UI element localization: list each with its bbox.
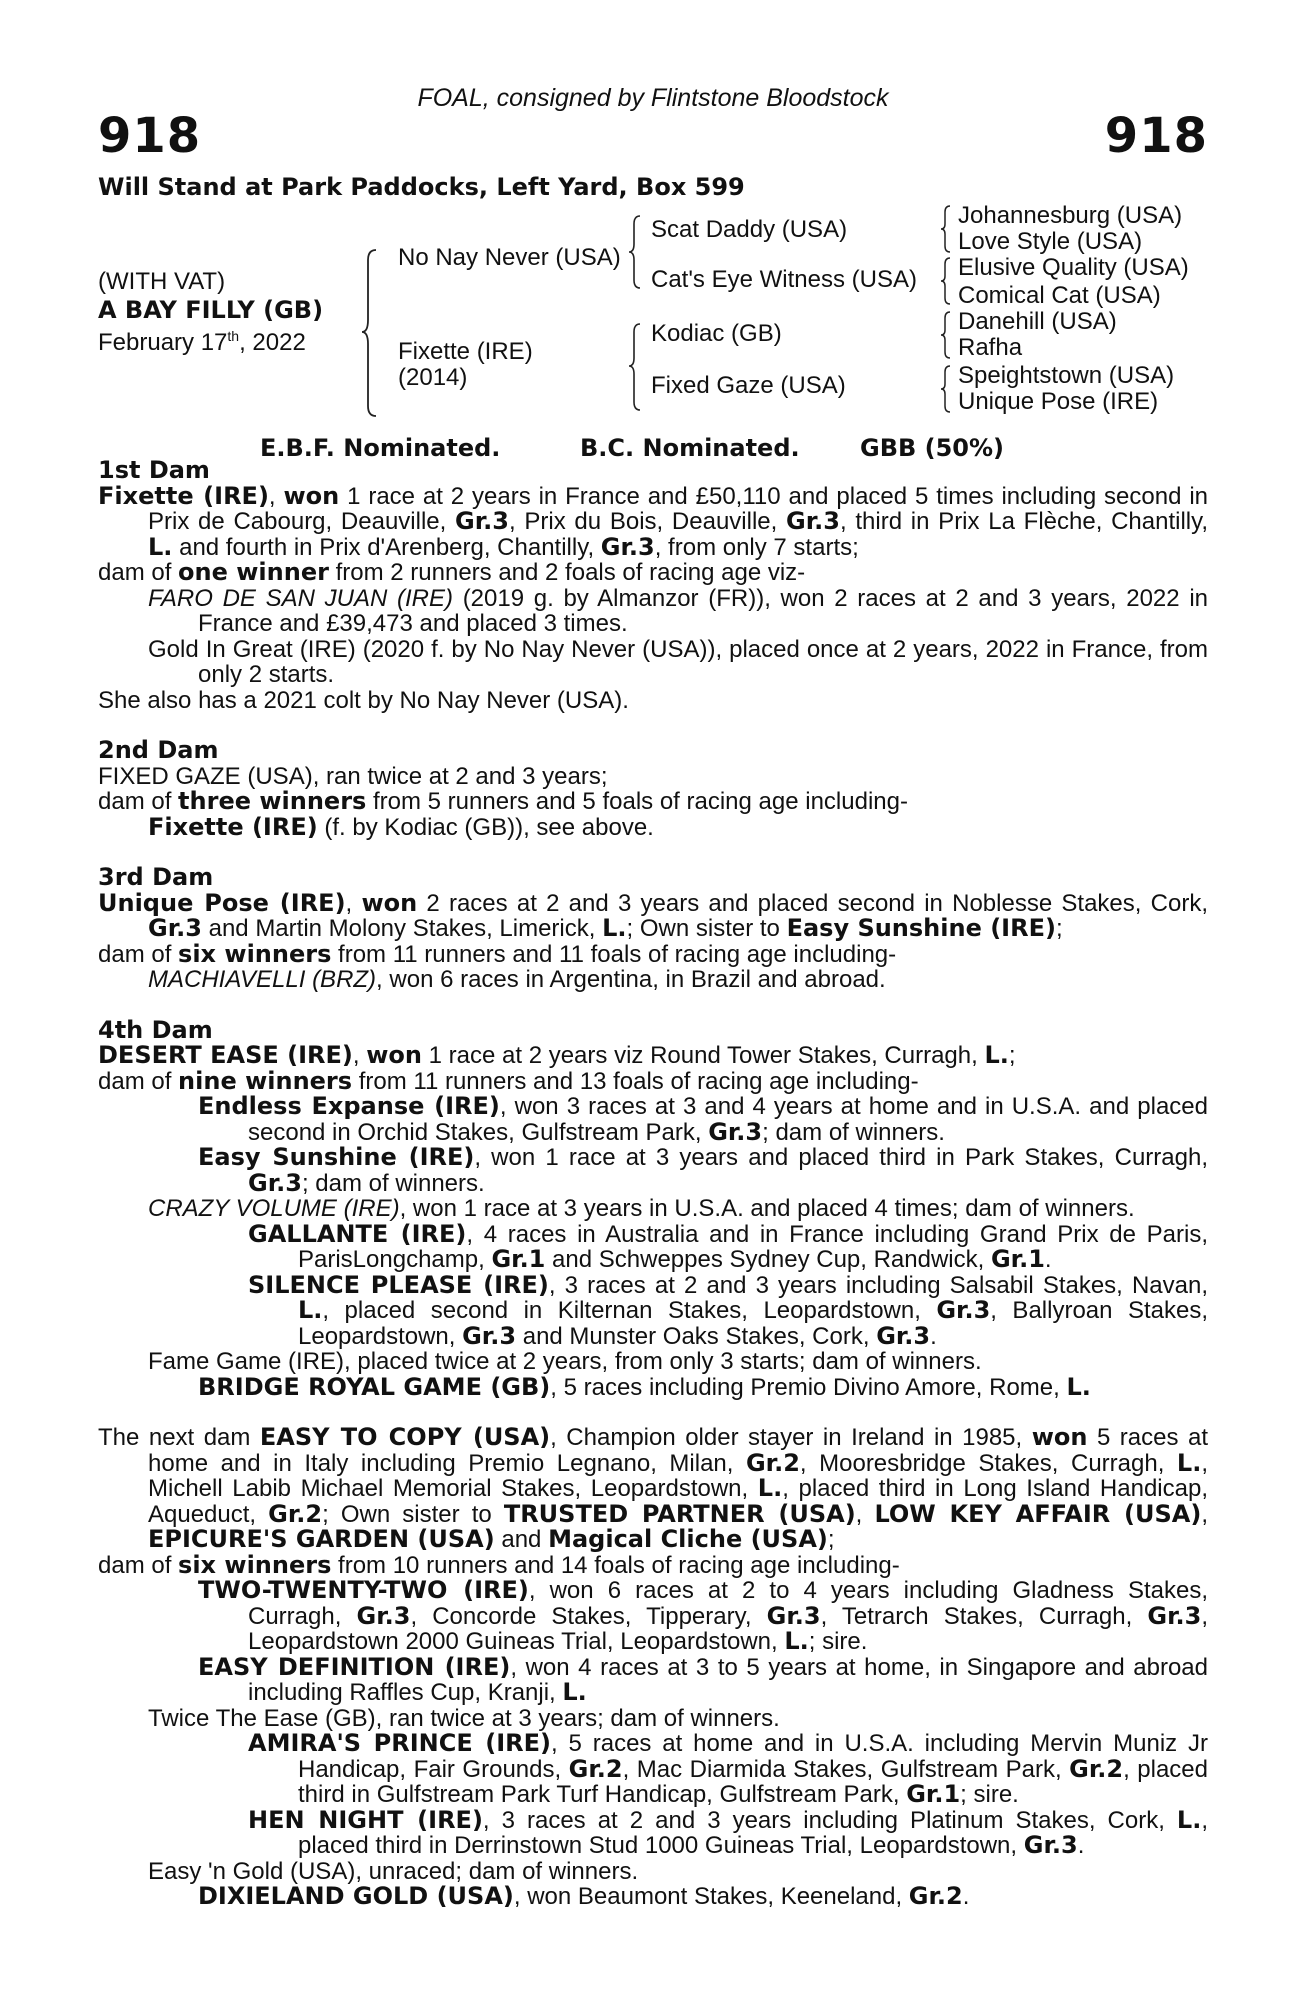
produce-record: [98, 458, 1208, 1910]
list-item: HEN NIGHT (IRE), 3 races at 2 and 3 years including Platinum Stakes, Cork, L., placed third in Derrinstown Stud 1000 Guineas Trial, Leopardstown, Gr.3.: [248, 1805, 1208, 1859]
bc-nomination: B.C. Nominated.: [580, 434, 800, 462]
ancestor-3: Elusive Quality (USA): [958, 254, 1189, 281]
dam: Fixette (IRE): [398, 338, 533, 365]
horse-dob: February 17th, 2022: [98, 328, 306, 356]
list-item: Endless Expanse (IRE), won 3 races at 3 and 4 years at home and in U.S.A. and placed second in Orchid Stakes, Gulfstream Park, Gr.3; dam of winners.: [198, 1092, 1208, 1146]
brace-g1: [940, 204, 954, 254]
ancestor-7: Speightstown (USA): [958, 362, 1175, 389]
list-item: Twice The Ease (GB), ran twice at 3 years; dam of winners.: [148, 1704, 780, 1732]
lot-number-right: 918: [1104, 108, 1208, 164]
list-item: BRIDGE ROYAL GAME (GB), 5 races including Premio Divino Amore, Rome, L.: [198, 1372, 1091, 1401]
first-dam-record: Fixette (IRE), won 1 race at 2 years in France and £50,110 and placed 5 times including second in Prix de Cabourg, Deauville, Gr.3, Prix du Bois, Deauville, Gr.3, third in Prix La Flèche, Chantilly, L. and fourth in Prix d'Arenberg, Chantilly, Gr.3, from only 7 starts;: [98, 481, 1209, 561]
dam-year: (2014): [398, 364, 468, 391]
brace-g3: [940, 310, 954, 360]
sire-dam: Cat's Eye Witness (USA): [651, 266, 917, 293]
dam-dam: Fixed Gaze (USA): [651, 372, 846, 399]
brace-dam: [628, 322, 644, 412]
brace-main: [360, 248, 380, 418]
brace-g2: [940, 256, 954, 306]
next-dam-record: The next dam EASY TO COPY (USA), Champion older stayer in Ireland in 1985, won 5 races at home and in Italy including Premio Legnano, Milan, Gr.2, Mooresbridge Stakes, Curragh, L., Michell Labib Michael Memorial Stakes, Leopardstown, L., placed third in Long Island Handicap, Aqueduct, Gr.2; Own sister to TRUSTED PARTNER (USA), LOW KEY AFFAIR (USA), EPICURE'S GARDEN (USA) and Magical Cliche (USA);: [98, 1423, 1209, 1553]
second-dam-produce-summary: dam of three winners from 5 runners and 5 foals of racing age including-: [98, 787, 908, 815]
list-item: Easy Sunshine (IRE), won 1 race at 3 years and placed third in Park Stakes, Curragh, Gr.3; dam of winners.: [198, 1143, 1209, 1197]
list-item: CRAZY VOLUME (IRE), won 1 race at 3 years in U.S.A. and placed 4 times; dam of winners.: [148, 1195, 1135, 1222]
list-item: EASY DEFINITION (IRE), won 4 races at 3 to 5 years at home, in Singapore and abroad including Raffles Cup, Kranji, L.: [198, 1652, 1208, 1706]
list-item: DIXIELAND GOLD (USA), won Beaumont Stakes, Keeneland, Gr.2.: [198, 1882, 970, 1910]
ancestor-2: Love Style (USA): [958, 228, 1143, 255]
ancestor-4: Comical Cat (USA): [958, 282, 1161, 309]
list-item: SILENCE PLEASE (IRE), 3 races at 2 and 3 years including Salsabil Stakes, Navan, L., placed second in Kilternan Stakes, Leopardstown, Gr.3, Ballyroan Stakes, Leopardstown, Gr.3 and Munster Oaks Stakes, Cork, Gr.3.: [248, 1270, 1209, 1350]
list-item: GALLANTE (IRE), 4 races in Australia and in France including Grand Prix de Paris, ParisLongchamp, Gr.1 and Schweppes Sydney Cup, Randwick, Gr.1.: [248, 1219, 1208, 1273]
third-dam-record: Unique Pose (IRE), won 2 races at 2 and 3 years and placed second in Noblesse Stakes, Cork, Gr.3 and Martin Molony Stakes, Limerick, L.; Own sister to Easy Sunshine (IRE);: [98, 888, 1208, 942]
ancestor-5: Danehill (USA): [958, 308, 1117, 335]
sire-sire: Scat Daddy (USA): [651, 216, 848, 243]
list-item: Easy 'n Gold (USA), unraced; dam of winners.: [148, 1857, 639, 1885]
pedigree-table: [98, 202, 1208, 418]
list-item: Fame Game (IRE), placed twice at 2 years, from only 3 starts; dam of winners.: [148, 1348, 982, 1375]
sire: No Nay Never (USA): [398, 244, 621, 271]
third-dam-heading: 3rd Dam: [98, 863, 214, 891]
brace-sire: [628, 214, 644, 290]
list-item: FARO DE SAN JUAN (IRE) (2019 g. by Almanzor (FR)), won 2 races at 2 and 3 years, 2022 in France and £39,473 and placed 3 times.: [148, 584, 1208, 637]
ancestor-6: Rafha: [958, 334, 1023, 361]
list-item: MACHIAVELLI (BRZ), won 6 races in Argentina, in Brazil and abroad.: [148, 966, 886, 993]
fourth-dam-heading: 4th Dam: [98, 1015, 213, 1044]
stand-location: Will Stand at Park Paddocks, Left Yard, Box 599: [98, 173, 745, 201]
second-dam-record: FIXED GAZE (USA), ran twice at 2 and 3 years;: [98, 762, 608, 790]
third-dam-produce-summary: dam of six winners from 11 runners and 11 foals of racing age including-: [98, 939, 897, 968]
fourth-dam-produce-summary: dam of nine winners from 11 runners and 13 foals of racing age including-: [98, 1066, 919, 1095]
list-item: Fixette (IRE) (f. by Kodiac (GB)), see above.: [148, 812, 654, 841]
first-dam-produce-summary: dam of one winner from 2 runners and 2 foals of racing age viz-: [98, 558, 806, 586]
dam-sire: Kodiac (GB): [651, 320, 782, 347]
fourth-dam-record: DESERT EASE (IRE), won 1 race at 2 years viz Round Tower Stakes, Curragh, L.;: [98, 1041, 1016, 1069]
lot-number-left: 918: [98, 108, 202, 164]
ancestor-1: Johannesburg (USA): [958, 202, 1183, 229]
next-dam-produce-summary: dam of six winners from 10 runners and 14 foals of racing age including-: [98, 1550, 900, 1579]
consignment-line: FOAL, consigned by Flintstone Bloodstock: [417, 84, 889, 112]
first-dam-heading: 1st Dam: [98, 456, 210, 484]
second-dam-heading: 2nd Dam: [98, 736, 219, 764]
horse-name: A BAY FILLY (GB): [98, 296, 324, 324]
ancestor-8: Unique Pose (IRE): [958, 388, 1159, 415]
list-item: TWO-TWENTY-TWO (IRE), won 6 races at 2 to 4 years including Gladness Stakes, Curragh, Gr.3, Concorde Stakes, Tipperary, Gr.3, Tetrarch Stakes, Curragh, Gr.3, Leopardstown 2000 Guineas Trial, Leopardstown, L.; sire.: [198, 1576, 1208, 1655]
brace-g4: [940, 364, 954, 414]
list-item: AMIRA'S PRINCE (IRE), 5 races at home and in U.S.A. including Mervin Muniz Jr Handicap, Fair Grounds, Gr.2, Mac Diarmida Stakes, Gulfstream Park, Gr.2, placed third in Gulfstream Park Turf Handicap, Gulfstream Park, Gr.1; sire.: [248, 1729, 1208, 1808]
ebf-nomination: E.B.F. Nominated.: [260, 434, 501, 462]
list-item: Gold In Great (IRE) (2020 f. by No Nay Never (USA)), placed once at 2 years, 2022 in France, from only 2 starts.: [148, 635, 1208, 688]
gbb-status: GBB (50%): [860, 434, 1005, 462]
first-dam-note: She also has a 2021 colt by No Nay Never (USA).: [98, 686, 629, 714]
vat-note: (WITH VAT): [98, 268, 226, 295]
